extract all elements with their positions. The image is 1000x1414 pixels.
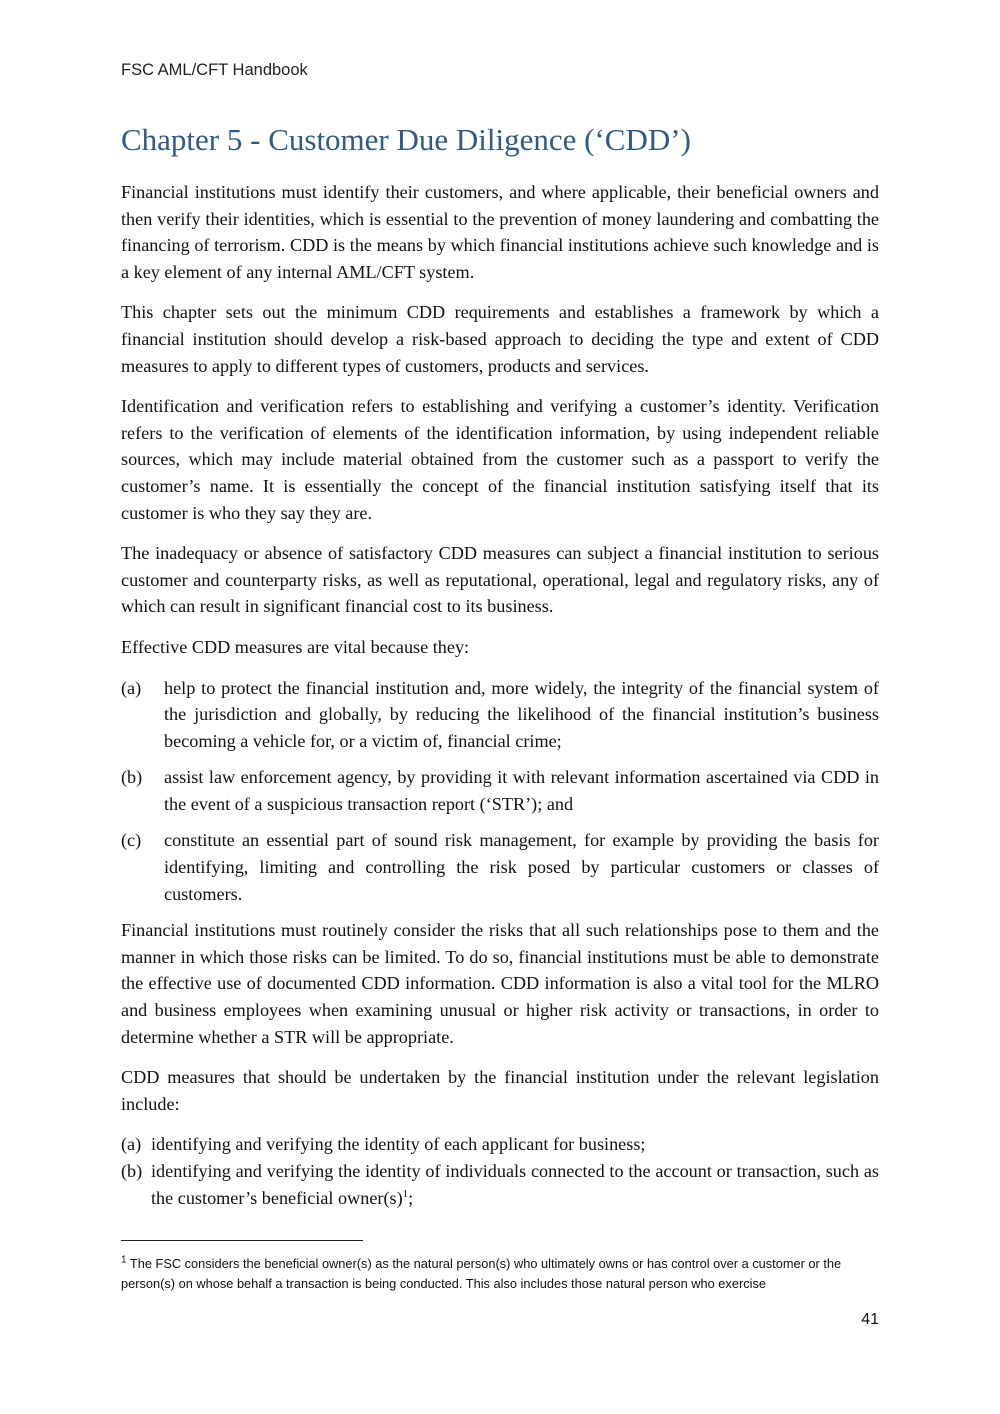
list-marker: (b) (121, 767, 143, 788)
paragraph: This chapter sets out the minimum CDD requirements and establishes a framework by which a financial institution should develop a risk-based approach to deciding the type and extent of CDD measures to apply to different types of customers, products and services. (121, 302, 879, 376)
list-item (121, 1131, 879, 1158)
list-marker: (c) (121, 830, 142, 851)
list-item-text: help to protect the financial institution and, more widely, the integrity of the financial system of the jurisdiction and globally, by reducing the likelihood of the financial institution’s business becoming a vehicle for, or a victim of, financial crime; (164, 677, 879, 751)
paragraph: Financial institutions must identify their customers, and where applicable, their beneficial owners and then verify their identities, which is essential to the prevention of money laundering and combatting the financing of terrorism. CDD is the means by which financial institutions achieve such knowledge and is a key element of any internal AML/CFT system. (121, 182, 879, 282)
footnote-number: 1 (121, 1254, 127, 1266)
list-item-text: constitute an essential part of sound risk management, for example by providing the basis for identifying, limiting and controlling the risk posed by particular customers or classes of customers. (164, 830, 879, 904)
cdd-measures-list (121, 1131, 879, 1211)
list-item-text: identifying and verifying the identity of individuals connected to the account or transaction, such as the customer’s beneficial owner(s) (151, 1161, 879, 1208)
paragraph: CDD measures that should be undertaken by the financial institution under the relevant legislation include: (121, 1067, 879, 1114)
list-item-tail: ; (408, 1187, 414, 1208)
paragraph: Effective CDD measures are vital because they: (121, 636, 470, 657)
chapter-title: Chapter 5 - Customer Due Diligence (‘CDD’) (121, 122, 691, 157)
paragraph: The inadequacy or absence of satisfactory CDD measures can subject a financial institution to serious customer and counterparty risks, as well as reputational, operational, legal and regulatory risks, any of which can result in significant financial cost to its business. (121, 543, 879, 617)
list-item-text-wrap (151, 1158, 879, 1211)
list-marker: (a) (121, 677, 142, 698)
page-number: 41 (861, 1311, 879, 1328)
footnote-text: The FSC considers the beneficial owner(s) as the natural person(s) who ultimately owns or has control over a customer or the person(s) on whose behalf a transaction is being conducted. This also includes those natural person who exercise (121, 1256, 842, 1291)
footnote (121, 1254, 881, 1294)
list-item (121, 764, 879, 817)
vital-reasons-list (121, 675, 879, 908)
list-marker: (a) (121, 1134, 142, 1155)
list-item-text: identifying and verifying the identity of each applicant for business; (151, 1134, 646, 1155)
paragraph: Identification and verification refers to establishing and verifying a customer’s identity. Verification refers to the verification of elements of the identification information, by using independent reliable sources, which may include material obtained from the customer such as a passport to verify the customer’s name. It is essentially the concept of the financial institution satisfying itself that its customer is who they say they are. (121, 396, 879, 523)
footnote-reference[interactable]: 1 (402, 1187, 409, 1200)
running-header: FSC AML/CFT Handbook (121, 61, 308, 79)
list-marker: (b) (121, 1161, 143, 1181)
list-item (121, 827, 879, 907)
paragraph: Financial institutions must routinely consider the risks that all such relationships pose to them and the manner in which those risks can be limited. To do so, financial institutions must be able to demonstrate the effective use of documented CDD information. CDD information is also a vital tool for the MLRO and business employees when examining unusual or higher risk activity or transactions, in order to determine whether a STR will be appropriate. (121, 920, 879, 1047)
list-item-text: assist law enforcement agency, by providing it with relevant information ascertained via CDD in the event of a suspicious transaction report (‘STR’); and (164, 767, 879, 814)
document-body (121, 179, 879, 1221)
list-item (121, 675, 879, 755)
list-item (121, 1158, 879, 1211)
footnote-divider (121, 1240, 363, 1241)
